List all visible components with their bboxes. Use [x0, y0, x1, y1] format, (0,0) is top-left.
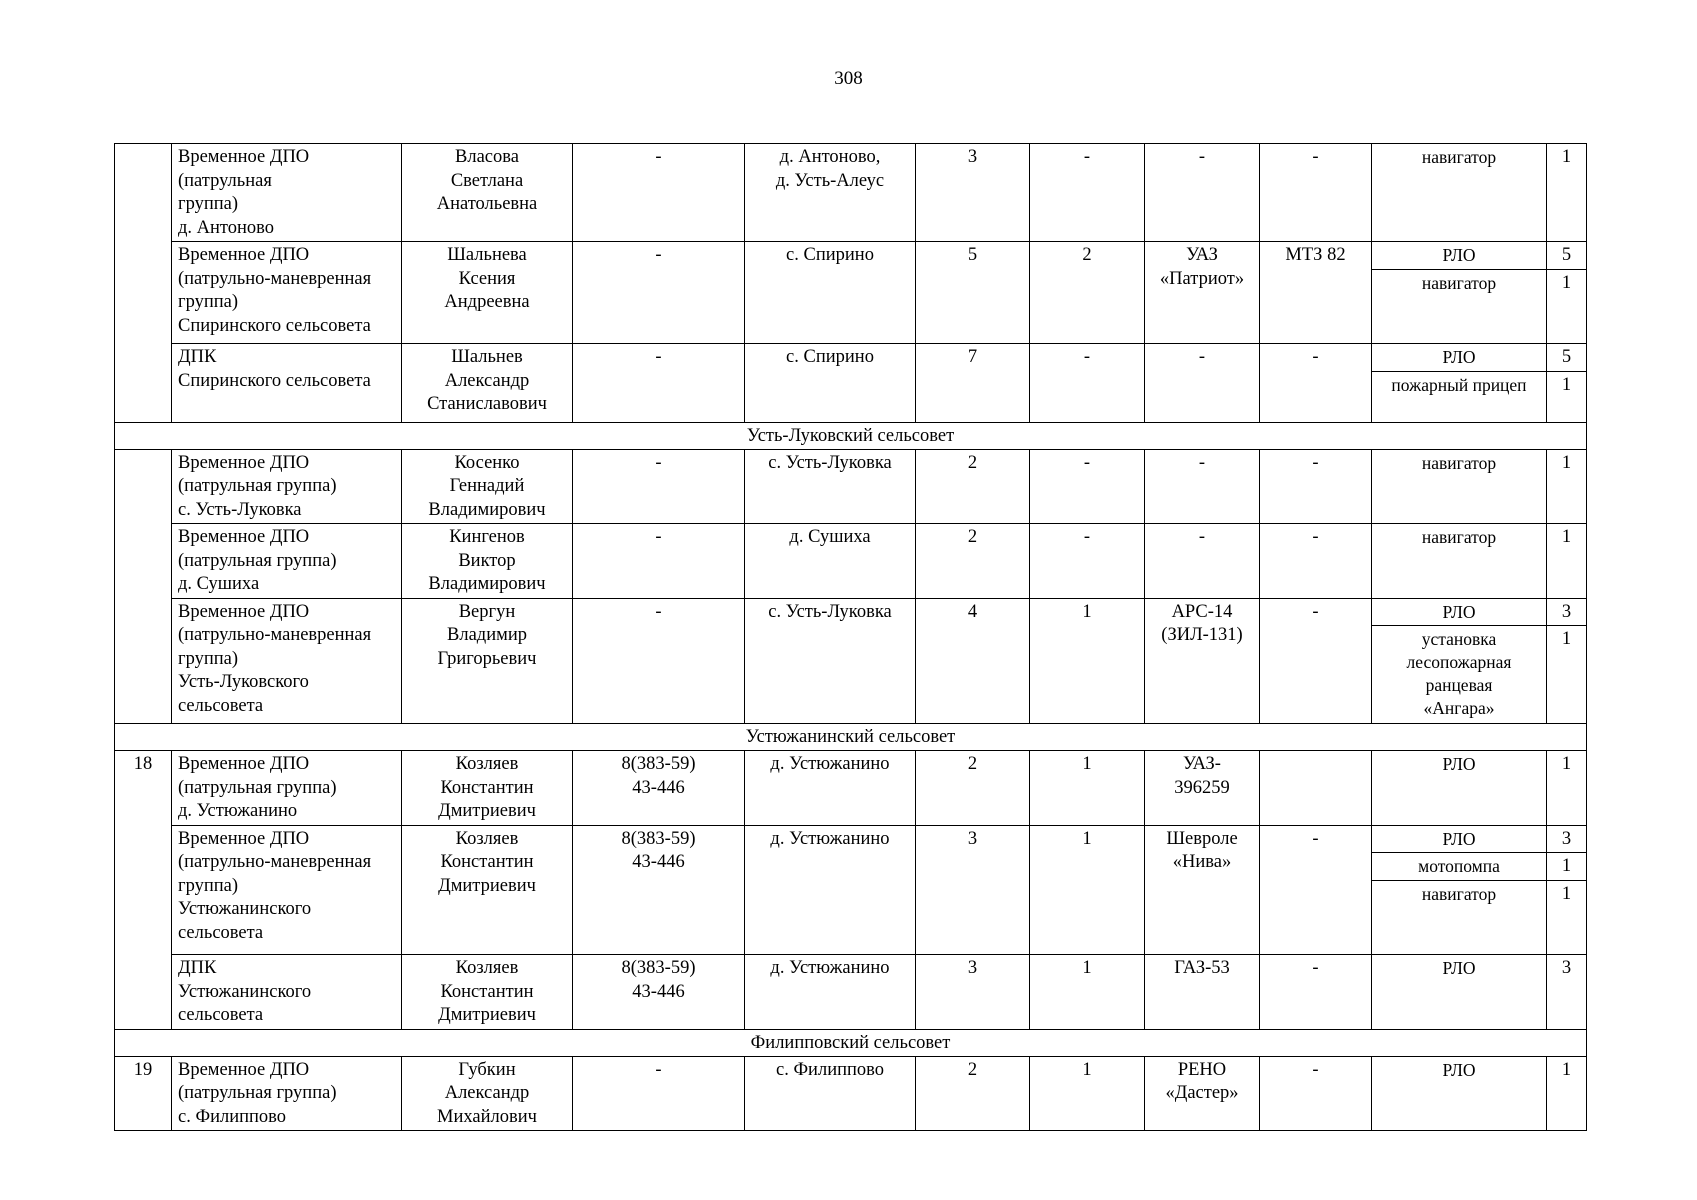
unit-name: Временное ДПО (патрульная группа) д. Антоново [172, 144, 402, 242]
unit-tech-count: - [1030, 524, 1145, 599]
unit-phone: - [573, 242, 745, 344]
unit-locality: с. Спирино [745, 344, 916, 423]
unit-locality: с. Усть-Луковка [745, 449, 916, 524]
unit-vehicle: - [1145, 524, 1260, 599]
unit-name: Временное ДПО (патрульная группа) д. Сушиха [172, 524, 402, 599]
unit-head: Вергун Владимир Григорьевич [402, 598, 573, 724]
unit-phone: 8(383-59) 43-446 [573, 825, 745, 955]
equipment-qty: 1 [1547, 1056, 1587, 1131]
unit-other-vehicle: - [1260, 825, 1372, 955]
unit-vehicle: РЕНО «Дастер» [1145, 1056, 1260, 1131]
unit-locality: д. Устюжанино [745, 825, 916, 955]
unit-head: Косенко Геннадий Владимирович [402, 449, 573, 524]
unit-other-vehicle: - [1260, 449, 1372, 524]
unit-locality: с. Спирино [745, 242, 916, 344]
unit-tech-count: - [1030, 344, 1145, 423]
unit-name: ДПК Устюжанинского сельсовета [172, 955, 402, 1030]
section-title: Филипповский сельсовет [115, 1029, 1587, 1056]
unit-tech-count: 1 [1030, 825, 1145, 955]
unit-vehicle: Шевроле «Нива» [1145, 825, 1260, 955]
unit-tech-count: - [1030, 144, 1145, 242]
unit-people: 2 [916, 1056, 1030, 1131]
unit-people: 2 [916, 524, 1030, 599]
unit-row [115, 449, 1587, 524]
unit-vehicle: - [1145, 144, 1260, 242]
unit-locality: д. Устюжанино [745, 955, 916, 1030]
equipment-qty: 5 [1547, 344, 1587, 372]
equipment-name: РЛО [1372, 825, 1547, 853]
unit-row [115, 144, 1587, 242]
unit-vehicle: ГАЗ-53 [1145, 955, 1260, 1030]
unit-row [115, 524, 1587, 599]
equipment-name: РЛО [1372, 751, 1547, 826]
unit-tech-count: 1 [1030, 955, 1145, 1030]
equipment-name: навигатор [1372, 880, 1547, 955]
unit-locality: д. Сушиха [745, 524, 916, 599]
unit-phone: - [573, 344, 745, 423]
equipment-qty: 3 [1547, 955, 1587, 1030]
equipment-qty: 1 [1547, 449, 1587, 524]
unit-row [115, 751, 1587, 826]
unit-people: 4 [916, 598, 1030, 724]
equipment-qty: 1 [1547, 371, 1587, 422]
fire-units-table [114, 143, 1587, 1131]
unit-head: Козляев Константин Дмитриевич [402, 751, 573, 826]
unit-vehicle: - [1145, 344, 1260, 423]
unit-name: Временное ДПО (патрульно-маневренная группа) Устюжанинского сельсовета [172, 825, 402, 955]
unit-locality: с. Усть-Луковка [745, 598, 916, 724]
equipment-qty: 1 [1547, 853, 1587, 881]
equipment-qty: 1 [1547, 144, 1587, 242]
unit-phone: - [573, 598, 745, 724]
section-row [115, 422, 1587, 449]
equipment-qty: 3 [1547, 825, 1587, 853]
unit-phone: - [573, 1056, 745, 1131]
equipment-name: установка лесопожарная ранцевая «Ангара» [1372, 626, 1547, 724]
unit-head: Губкин Александр Михайлович [402, 1056, 573, 1131]
unit-people: 7 [916, 344, 1030, 423]
unit-people: 2 [916, 751, 1030, 826]
equipment-name: пожарный прицеп [1372, 371, 1547, 422]
unit-row [115, 242, 1587, 270]
equipment-name: РЛО [1372, 598, 1547, 626]
unit-other-vehicle: - [1260, 524, 1372, 599]
unit-head: Кингенов Виктор Владимирович [402, 524, 573, 599]
unit-row [115, 1056, 1587, 1131]
row-number: 19 [115, 1056, 172, 1131]
equipment-name: мотопомпа [1372, 853, 1547, 881]
equipment-qty: 1 [1547, 626, 1587, 724]
unit-head: Козляев Константин Дмитриевич [402, 955, 573, 1030]
unit-tech-count: 1 [1030, 598, 1145, 724]
unit-tech-count: 2 [1030, 242, 1145, 344]
section-row [115, 724, 1587, 751]
unit-name: Временное ДПО (патрульная группа) с. Филиппово [172, 1056, 402, 1131]
unit-other-vehicle: - [1260, 598, 1372, 724]
section-title: Усть-Луковский сельсовет [115, 422, 1587, 449]
unit-vehicle: УАЗ «Патриот» [1145, 242, 1260, 344]
equipment-qty: 1 [1547, 880, 1587, 955]
unit-phone: 8(383-59) 43-446 [573, 955, 745, 1030]
equipment-name: навигатор [1372, 449, 1547, 524]
unit-name: Временное ДПО (патрульная группа) с. Усть-Луковка [172, 449, 402, 524]
section-row [115, 1029, 1587, 1056]
equipment-qty: 1 [1547, 269, 1587, 344]
unit-row [115, 598, 1587, 626]
unit-other-vehicle: - [1260, 144, 1372, 242]
unit-other-vehicle: - [1260, 344, 1372, 423]
equipment-name: навигатор [1372, 269, 1547, 344]
unit-vehicle: - [1145, 449, 1260, 524]
row-number: 18 [115, 751, 172, 1030]
unit-head: Шальнев Александр Станиславович [402, 344, 573, 423]
equipment-qty: 1 [1547, 751, 1587, 826]
table-body [115, 144, 1587, 1131]
unit-other-vehicle [1260, 751, 1372, 826]
unit-people: 3 [916, 144, 1030, 242]
section-title: Устюжанинский сельсовет [115, 724, 1587, 751]
unit-name: ДПК Спиринского сельсовета [172, 344, 402, 423]
unit-people: 3 [916, 955, 1030, 1030]
unit-row [115, 825, 1587, 853]
unit-head: Шальнева Ксения Андреевна [402, 242, 573, 344]
unit-head: Власова Светлана Анатольевна [402, 144, 573, 242]
unit-other-vehicle: - [1260, 1056, 1372, 1131]
unit-head: Козляев Константин Дмитриевич [402, 825, 573, 955]
unit-name: Временное ДПО (патрульная группа) д. Устюжанино [172, 751, 402, 826]
unit-row [115, 955, 1587, 1030]
equipment-qty: 5 [1547, 242, 1587, 270]
unit-tech-count: 1 [1030, 1056, 1145, 1131]
unit-people: 3 [916, 825, 1030, 955]
unit-locality: д. Устюжанино [745, 751, 916, 826]
unit-locality: с. Филиппово [745, 1056, 916, 1131]
unit-people: 2 [916, 449, 1030, 524]
unit-people: 5 [916, 242, 1030, 344]
unit-name: Временное ДПО (патрульно-маневренная группа) Спиринского сельсовета [172, 242, 402, 344]
unit-other-vehicle: МТЗ 82 [1260, 242, 1372, 344]
unit-name: Временное ДПО (патрульно-маневренная группа) Усть-Луковского сельсовета [172, 598, 402, 724]
unit-phone: - [573, 144, 745, 242]
unit-vehicle: АРС-14 (ЗИЛ-131) [1145, 598, 1260, 724]
unit-tech-count: - [1030, 449, 1145, 524]
unit-vehicle: УАЗ- 396259 [1145, 751, 1260, 826]
equipment-name: навигатор [1372, 144, 1547, 242]
row-number [115, 449, 172, 724]
unit-row [115, 344, 1587, 372]
equipment-name: РЛО [1372, 344, 1547, 372]
equipment-qty: 1 [1547, 524, 1587, 599]
unit-phone: - [573, 524, 745, 599]
equipment-name: РЛО [1372, 955, 1547, 1030]
equipment-qty: 3 [1547, 598, 1587, 626]
unit-locality: д. Антоново, д. Усть-Алеус [745, 144, 916, 242]
unit-phone: - [573, 449, 745, 524]
row-number [115, 144, 172, 423]
page-number: 308 [834, 68, 863, 89]
unit-other-vehicle: - [1260, 955, 1372, 1030]
unit-tech-count: 1 [1030, 751, 1145, 826]
equipment-name: РЛО [1372, 242, 1547, 270]
equipment-name: РЛО [1372, 1056, 1547, 1131]
equipment-name: навигатор [1372, 524, 1547, 599]
unit-phone: 8(383-59) 43-446 [573, 751, 745, 826]
